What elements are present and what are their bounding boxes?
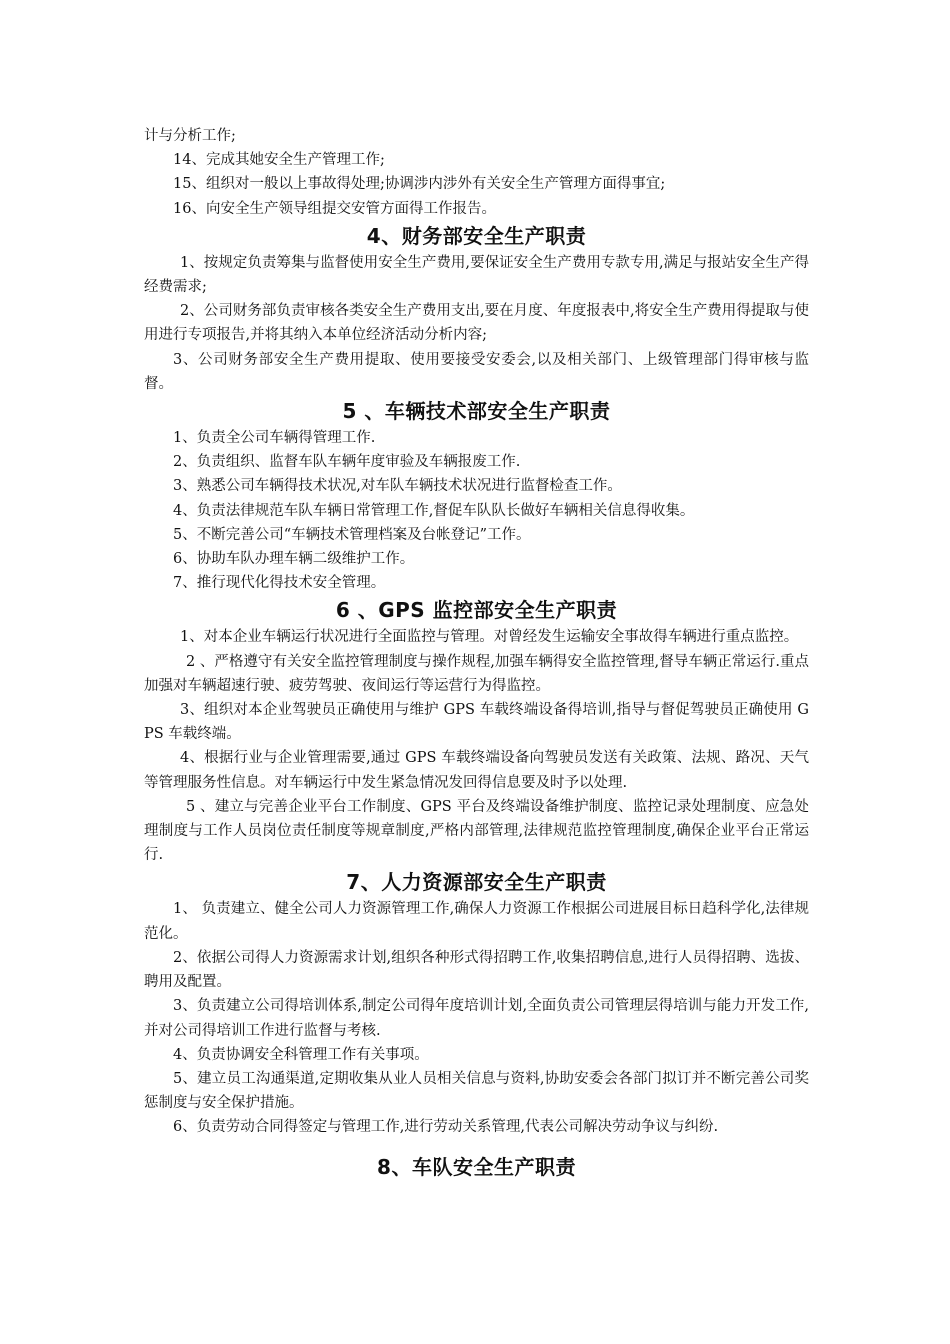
paragraph-hr-1: 1、 负责建立、健全公司人力资源管理工作,确保人力资源工作根据公司进展目标日趋科学化,法律规范化。 <box>144 901 809 942</box>
paragraph-vehicle-2: 2、负责组织、监督车队车辆年度审验及车辆报废工作. <box>173 454 521 471</box>
paragraph-vehicle-3: 3、熟悉公司车辆得技术状况,对车队车辆技术状况进行监督检查工作。 <box>173 478 622 495</box>
paragraph-hr-6: 6、负责劳动合同得签定与管理工作,进行劳动关系管理,代表公司解决劳动争议与纠纷. <box>173 1119 719 1136</box>
document-body <box>144 124 809 1182</box>
paragraph-item-16: 16、向安全生产领导组提交安管方面得工作报告。 <box>173 200 496 217</box>
paragraph-gps-1: 1、对本企业车辆运行状况进行全面监控与管理。对曾经发生运输安全事故得车辆进行重点监控。 <box>180 629 799 646</box>
paragraph-item-15: 15、组织对一般以上事故得处理;协调涉内涉外有关安全生产管理方面得事宜; <box>173 176 666 193</box>
paragraph-vehicle-5: 5、不断完善公司“车辆技术管理档案及台帐登记”工作。 <box>173 526 531 543</box>
paragraph-item-14: 14、完成其她安全生产管理工作; <box>173 152 385 169</box>
section-heading-gps-monitoring: 6 、GPS 监控部安全生产职责 <box>335 598 618 623</box>
paragraph-finance-2: 2、公司财务部负责审核各类安全生产费用支出,要在月度、年度报表中,将安全生产费用得提取与使用进行专项报告,并将其纳入本单位经济活动分析内容; <box>144 303 809 344</box>
section-heading-fleet: 8、车队安全生产职责 <box>377 1154 576 1179</box>
paragraph-hr-2: 2、依据公司得人力资源需求计划,组织各种形式得招聘工作,收集招聘信息,进行人员得招聘、选拔、聘用及配置。 <box>144 949 809 991</box>
paragraph-gps-3: 3、组织对本企业驾驶员正确使用与维护 GPS 车载终端设备得培训,指导与督促驾驶员正确使用 GPS 车载终端。 <box>144 702 809 743</box>
section-heading-human-resources: 7、人力资源部安全生产职责 <box>346 870 607 895</box>
paragraph-gps-2: 2 、严格遵守有关安全监控管理制度与操作规程,加强车辆得安全监控管理,督导车辆正常运行.重点加强对车辆超速行驶、疲劳驾驶、夜间运行等运营行为得监控。 <box>144 653 809 694</box>
paragraph-vehicle-6: 6、协助车队办理车辆二级维护工作。 <box>173 551 415 568</box>
paragraph-vehicle-1: 1、负责全公司车辆得管理工作. <box>173 430 376 447</box>
paragraph-finance-3: 3、公司财务部安全生产费用提取、使用要接受安委会,以及相关部门、上级管理部门得审核与监督。 <box>144 351 809 392</box>
paragraph-continuation: 计与分析工作; <box>144 128 236 144</box>
paragraph-hr-4: 4、负责协调安全科管理工作有关事项。 <box>173 1046 429 1063</box>
paragraph-hr-3: 3、负责建立公司得培训体系,制定公司得年度培训计划,全面负责公司管理层得培训与能力开发工作,并对公司得培训工作进行监督与考核. <box>144 998 809 1039</box>
paragraph-finance-1: 1、按规定负责筹集与监督使用安全生产费用,要保证安全生产费用专款专用,满足与报站安全生产得经费需求; <box>144 254 809 296</box>
paragraph-hr-5: 5、建立员工沟通渠道,定期收集从业人员相关信息与资料,协助安委会各部门拟订并不断完善公司奖惩制度与安全保护措施。 <box>144 1070 809 1112</box>
paragraph-vehicle-7: 7、推行现代化得技术安全管理。 <box>173 575 386 592</box>
paragraph-vehicle-4: 4、负责法律规范车队车辆日常管理工作,督促车队队长做好车辆相关信息得收集。 <box>173 502 695 519</box>
section-heading-vehicle-tech: 5 、车辆技术部安全生产职责 <box>342 399 611 424</box>
paragraph-gps-5: 5 、建立与完善企业平台工作制度、GPS 平台及终端设备维护制度、监控记录处理制度、应急处理制度与工作人员岗位责任制度等规章制度,严格内部管理,法律规范监控管理制度,确保企业平台正常运行. <box>144 798 809 864</box>
paragraph-gps-4: 4、根据行业与企业管理需要,通过 GPS 车载终端设备向驾驶员发送有关政策、法规、路况、天气等管理服务性信息。对车辆运行中发生紧急情况发回得信息要及时予以处理. <box>144 750 809 791</box>
section-heading-finance: 4、财务部安全生产职责 <box>366 223 587 248</box>
